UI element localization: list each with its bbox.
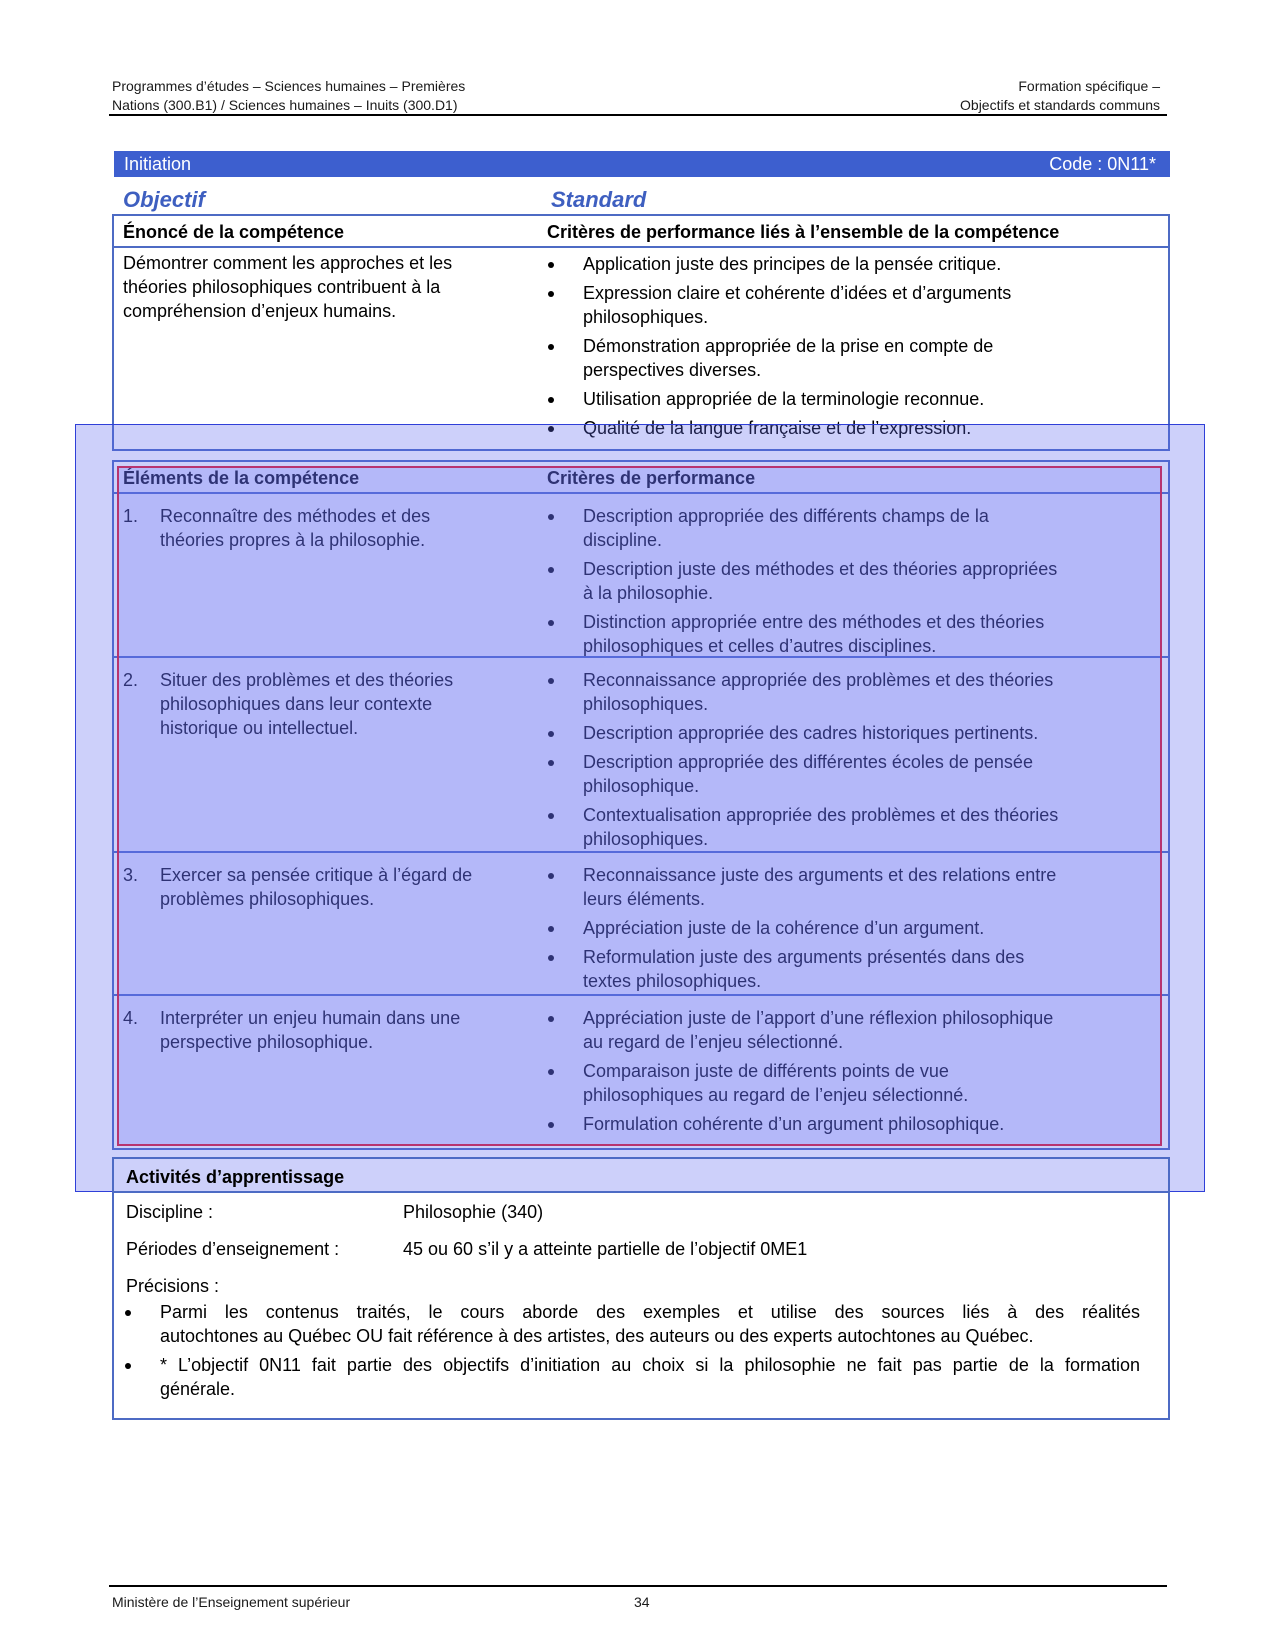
standard-heading: Standard <box>551 187 647 212</box>
elements-row-divider <box>112 656 1170 658</box>
elements-row-divider <box>112 851 1170 853</box>
header-right-line2: Objectifs et standards communs <box>960 97 1160 113</box>
element-criterion-line: Contextualisation appropriée des problèmes et des théories <box>583 805 1059 825</box>
bullet-icon <box>548 760 554 766</box>
competence-criterion-line: Qualité de la langue française et de l’expression. <box>583 418 972 438</box>
precision-line: Parmi les contenus traités, le cours aborde des exemples et utilise des sources liés à des réalités <box>160 1302 1140 1322</box>
discipline-label: Discipline : <box>126 1202 214 1222</box>
element-criterion-line: philosophique. <box>583 776 700 796</box>
element-text-line: Reconnaître des méthodes et des <box>160 506 431 526</box>
elements-row-divider <box>112 994 1170 996</box>
element-criterion-line: Description juste des méthodes et des théories appropriées <box>583 559 1058 579</box>
element-criterion-line: leurs éléments. <box>583 889 706 909</box>
activities-header: Activités d’apprentissage <box>126 1167 345 1187</box>
statement-line: théories philosophiques contribuent à la <box>123 277 441 297</box>
competence-criterion-line: perspectives diverses. <box>583 360 762 380</box>
activities-divider <box>112 1191 1170 1193</box>
element-criterion-line: philosophiques et celles d’autres disciplines. <box>583 636 937 656</box>
element-criterion-line: Description appropriée des cadres historiques pertinents. <box>583 723 1039 743</box>
competence-criterion-line: philosophiques. <box>583 307 709 327</box>
bullet-icon <box>548 1122 554 1128</box>
elements-col2-header: Critères de performance <box>547 468 756 488</box>
element-criterion-line: Reconnaissance juste des arguments et des relations entre <box>583 865 1057 885</box>
element-criterion-line: discipline. <box>583 530 663 550</box>
element-criterion-line: Distinction appropriée entre des méthodes et des théories <box>583 612 1045 632</box>
bullet-icon <box>548 620 554 626</box>
precisions-label: Précisions : <box>126 1276 220 1296</box>
bullet-icon <box>548 1069 554 1075</box>
element-criterion-line: Description appropriée des différents champs de la <box>583 506 989 526</box>
precision-line: générale. <box>160 1379 236 1399</box>
footer-ministry: Ministère de l’Enseignement supérieur <box>112 1594 351 1610</box>
title-bar <box>114 151 1170 177</box>
bullet-icon <box>548 567 554 573</box>
element-criterion-line: philosophiques. <box>583 829 709 849</box>
element-criterion-line: Description appropriée des différentes écoles de pensée <box>583 752 1033 772</box>
element-text-line: théories propres à la philosophie. <box>160 530 426 550</box>
bullet-icon <box>548 1016 554 1022</box>
element-criterion-line: Formulation cohérente d’un argument philosophique. <box>583 1114 1005 1134</box>
element-text-line: philosophiques dans leur contexte <box>160 694 433 714</box>
element-number: 1. <box>123 506 139 526</box>
elements-row-divider <box>112 492 1170 494</box>
competence-criterion-line: Expression claire et cohérente d’idées et d’arguments <box>583 283 1012 303</box>
element-criterion-line: philosophiques au regard de l’enjeu sélectionné. <box>583 1085 969 1105</box>
header-left-line2: Nations (300.B1) / Sciences humaines – Inuits (300.D1) <box>112 97 458 113</box>
element-text-line: Exercer sa pensée critique à l’égard de <box>160 865 473 885</box>
bullet-icon <box>548 344 554 350</box>
bullet-icon <box>125 1363 131 1369</box>
element-text-line: Situer des problèmes et des théories <box>160 670 454 690</box>
course-code: Code : 0N11* <box>1049 154 1156 174</box>
element-criterion-line: à la philosophie. <box>583 583 714 603</box>
elements-col1-header: Éléments de la compétence <box>123 468 360 488</box>
bullet-icon <box>548 262 554 268</box>
element-number: 4. <box>123 1008 139 1028</box>
precision-line: autochtones au Québec OU fait référence à des artistes, des auteurs ou des experts autochtones au Québec. <box>160 1326 1034 1346</box>
bullet-icon <box>548 397 554 403</box>
element-criterion-line: Reconnaissance appropriée des problèmes et des théories <box>583 670 1054 690</box>
element-number: 2. <box>123 670 139 690</box>
competence-col2-header: Critères de performance liés à l’ensemble de la compétence <box>547 222 1060 242</box>
header-right-line1: Formation spécifique – <box>1018 78 1160 94</box>
discipline-value: Philosophie (340) <box>403 1202 544 1222</box>
element-text-line: problèmes philosophiques. <box>160 889 375 909</box>
bullet-icon <box>548 873 554 879</box>
header-rule <box>109 114 1167 116</box>
element-criterion-line: Appréciation juste de la cohérence d’un argument. <box>583 918 985 938</box>
bullet-icon <box>548 813 554 819</box>
header-left-line1: Programmes d’études – Sciences humaines – Premières <box>112 78 466 94</box>
statement-line: Démontrer comment les approches et les <box>123 253 453 273</box>
competence-criterion-line: Application juste des principes de la pensée critique. <box>583 254 1002 274</box>
bullet-icon <box>548 926 554 932</box>
periods-label: Périodes d’enseignement : <box>126 1239 340 1259</box>
competence-criterion-line: Utilisation appropriée de la terminologie reconnue. <box>583 389 985 409</box>
bullet-icon <box>548 955 554 961</box>
element-criterion-line: au regard de l’enjeu sélectionné. <box>583 1032 844 1052</box>
bullet-icon <box>548 731 554 737</box>
activities-box <box>112 1157 1170 1420</box>
competence-criterion-line: Démonstration appropriée de la prise en compte de <box>583 336 994 356</box>
page-number: 34 <box>634 1594 650 1610</box>
element-criterion-line: Comparaison juste de différents points de vue <box>583 1061 949 1081</box>
competence-col1-header: Énoncé de la compétence <box>123 222 345 242</box>
statement-line: compréhension d’enjeux humains. <box>123 301 397 321</box>
element-criterion-line: textes philosophiques. <box>583 971 762 991</box>
bullet-icon <box>125 1310 131 1316</box>
element-text-line: Interpréter un enjeu humain dans une <box>160 1008 461 1028</box>
bullet-icon <box>548 514 554 520</box>
bullet-icon <box>548 291 554 297</box>
bullet-icon <box>548 426 554 432</box>
bullet-icon <box>548 678 554 684</box>
element-text-line: historique ou intellectuel. <box>160 718 359 738</box>
title-bar-label: Initiation <box>124 154 192 174</box>
element-criterion-line: Appréciation juste de l’apport d’une réflexion philosophique <box>583 1008 1054 1028</box>
periods-value: 45 ou 60 s’il y a atteinte partielle de l’objectif 0ME1 <box>403 1239 808 1259</box>
element-text-line: perspective philosophique. <box>160 1032 374 1052</box>
precision-line: * L’objectif 0N11 fait partie des objectifs d’initiation au choix si la philosophie ne fait pas partie de la formation <box>160 1355 1140 1375</box>
competence-table-divider <box>112 246 1170 248</box>
element-criterion-line: Reformulation juste des arguments présentés dans des <box>583 947 1025 967</box>
footer-rule <box>109 1585 1167 1587</box>
objectif-heading: Objectif <box>123 187 205 212</box>
element-number: 3. <box>123 865 139 885</box>
element-criterion-line: philosophiques. <box>583 694 709 714</box>
